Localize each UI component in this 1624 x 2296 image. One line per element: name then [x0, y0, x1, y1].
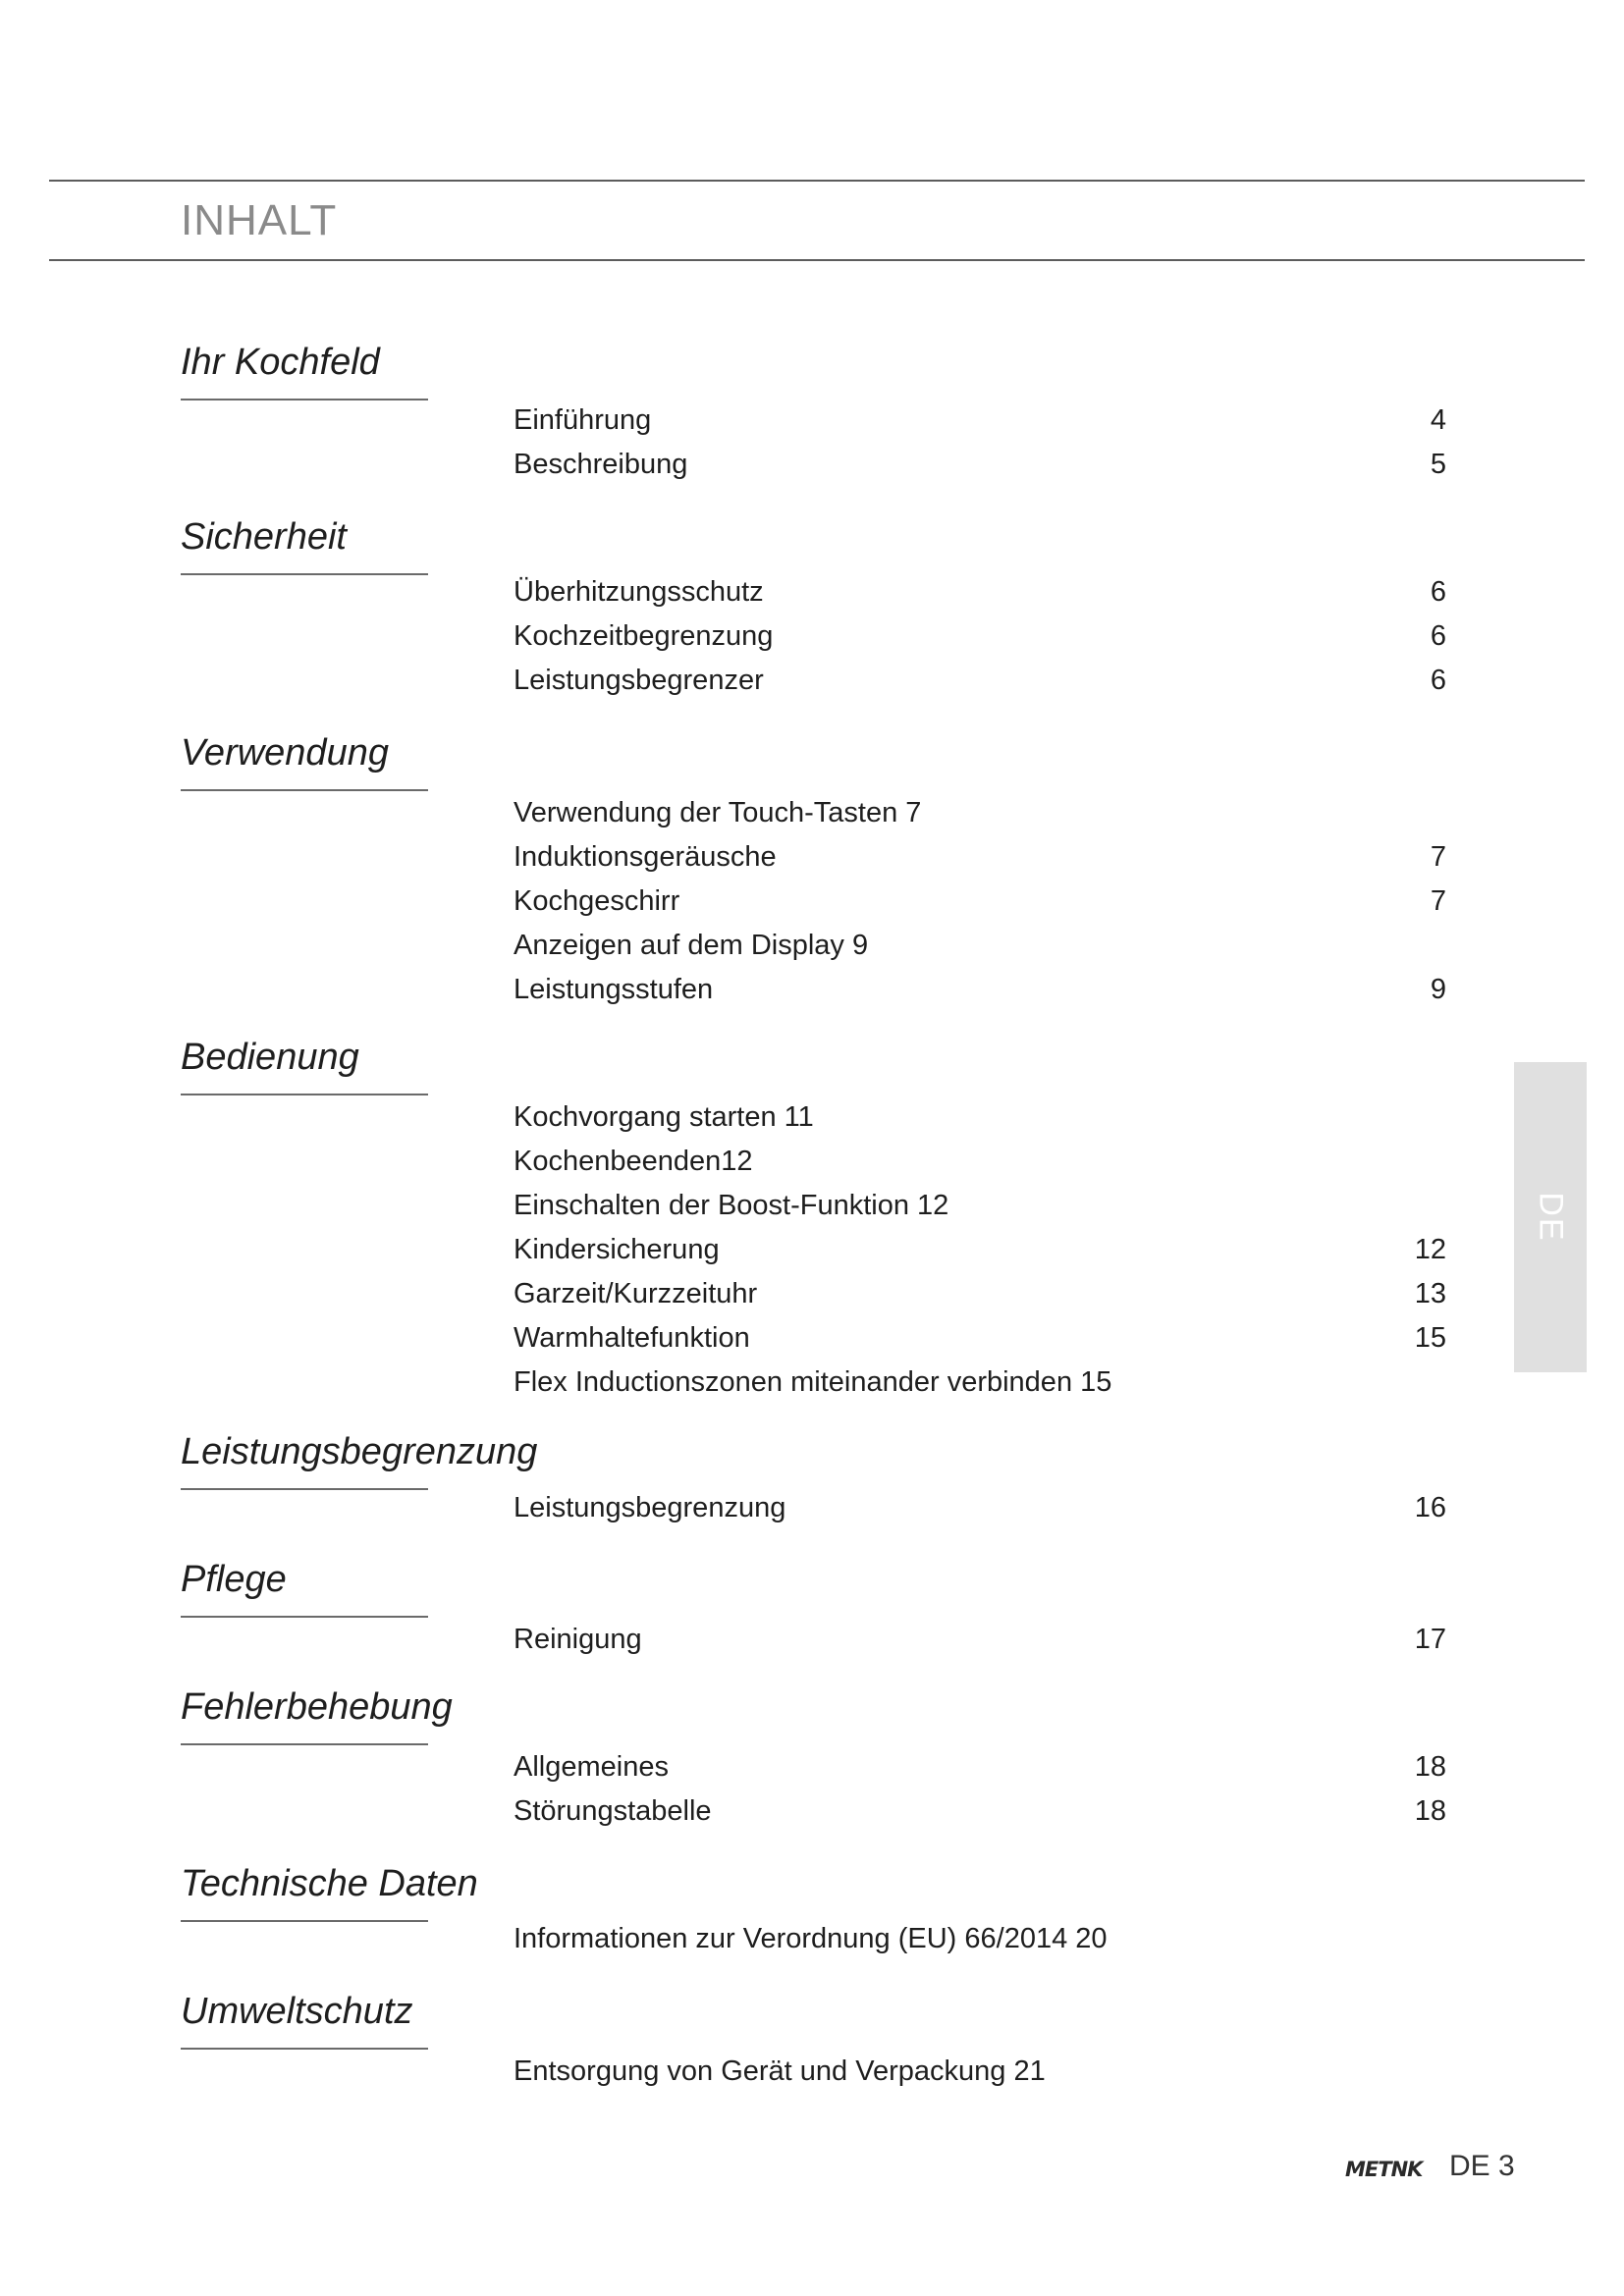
- toc-entry-page: 7: [1430, 885, 1446, 917]
- toc-entry-page: 6: [1430, 665, 1446, 696]
- toc-entry[interactable]: [514, 1791, 1446, 1831]
- brand-logo: METNK: [1345, 2158, 1423, 2181]
- toc-entry-label: Verwendung der Touch-Tasten 7: [514, 797, 922, 828]
- toc-entry-page: 18: [1414, 1795, 1446, 1827]
- toc-entry[interactable]: [514, 1620, 1446, 1659]
- toc-entry[interactable]: [514, 970, 1446, 1009]
- toc-section-heading: Umweltschutz: [181, 1991, 436, 2033]
- section-underline: [181, 1094, 428, 1095]
- toc-entry[interactable]: [514, 400, 1446, 440]
- toc-entry-label: Reinigung: [514, 1624, 642, 1655]
- toc-entry[interactable]: [514, 1747, 1446, 1787]
- header-rule-top: [49, 180, 1585, 182]
- toc-entry-page: 7: [1430, 841, 1446, 873]
- toc-entry[interactable]: [514, 1919, 1446, 1958]
- toc-entry[interactable]: [514, 2052, 1446, 2091]
- toc-entry-page: 6: [1430, 576, 1446, 608]
- toc-section-heading: Technische Daten: [181, 1863, 436, 1905]
- section-underline: [181, 2048, 428, 2050]
- toc-entry[interactable]: [514, 926, 1446, 965]
- toc-entry-label: Induktionsgeräusche: [514, 841, 777, 873]
- page-title: INHALT: [181, 196, 338, 244]
- page-number: DE 3: [1449, 2150, 1515, 2182]
- toc-entry-label: Kochenbeenden12: [514, 1146, 753, 1177]
- toc-entry-label: Garzeit/Kurzzeituhr: [514, 1278, 758, 1309]
- section-underline: [181, 1743, 428, 1745]
- page-footer: [1335, 2150, 1591, 2189]
- toc-entry[interactable]: [514, 661, 1446, 700]
- section-underline: [181, 1920, 428, 1922]
- toc-entry-label: Leistungsbegrenzung: [514, 1492, 786, 1523]
- toc-entry-label: Anzeigen auf dem Display 9: [514, 930, 869, 961]
- toc-section-heading: Bedienung: [181, 1037, 436, 1079]
- toc-entry[interactable]: [514, 445, 1446, 484]
- toc-entry-page: 4: [1430, 404, 1446, 436]
- toc-entry-label: Flex Inductionszonen miteinander verbinden 15: [514, 1366, 1112, 1398]
- section-underline: [181, 399, 428, 400]
- toc-entry[interactable]: [514, 1274, 1446, 1313]
- toc-entry-label: Kindersicherung: [514, 1234, 720, 1265]
- toc-entry-label: Allgemeines: [514, 1751, 669, 1783]
- toc-entry-page: 13: [1414, 1278, 1446, 1309]
- toc-entry[interactable]: [514, 1142, 1446, 1181]
- language-tab[interactable]: [1514, 1062, 1587, 1372]
- toc-entry[interactable]: [514, 572, 1446, 612]
- toc-section-heading: Verwendung: [181, 732, 436, 774]
- toc-entry[interactable]: [514, 1488, 1446, 1527]
- toc-entry-label: Kochvorgang starten 11: [514, 1101, 814, 1133]
- toc-entry[interactable]: [514, 1230, 1446, 1269]
- toc-section-heading: Ihr Kochfeld: [181, 342, 436, 384]
- toc-entry-label: Einführung: [514, 404, 652, 436]
- toc-entry-label: Entsorgung von Gerät und Verpackung 21: [514, 2056, 1046, 2087]
- toc-section-heading: Leistungsbegrenzung: [181, 1431, 436, 1473]
- toc-entry[interactable]: [514, 616, 1446, 656]
- toc-entry[interactable]: [514, 1097, 1446, 1137]
- toc-entry-label: Störungstabelle: [514, 1795, 712, 1827]
- toc-entry-label: Leistungsstufen: [514, 974, 714, 1005]
- toc-entry[interactable]: [514, 1186, 1446, 1225]
- toc-entry-page: 6: [1430, 620, 1446, 652]
- toc-entry-page: 5: [1430, 449, 1446, 480]
- toc-entry-page: 18: [1414, 1751, 1446, 1783]
- toc-entry[interactable]: [514, 881, 1446, 921]
- toc-entry-label: Warmhaltefunktion: [514, 1322, 750, 1354]
- section-underline: [181, 1488, 428, 1490]
- section-underline: [181, 1616, 428, 1618]
- toc-entry[interactable]: [514, 793, 1446, 832]
- section-underline: [181, 789, 428, 791]
- toc-entry-label: Beschreibung: [514, 449, 688, 480]
- toc-entry-page: 17: [1414, 1624, 1446, 1655]
- header-rule-bottom: [49, 259, 1585, 261]
- toc-entry-label: Überhitzungsschutz: [514, 576, 764, 608]
- toc-entry[interactable]: [514, 1318, 1446, 1358]
- toc-entry-page: 15: [1414, 1322, 1446, 1354]
- toc-entry-label: Leistungsbegrenzer: [514, 665, 764, 696]
- toc-entry-page: 9: [1430, 974, 1446, 1005]
- toc-entry-label: Kochzeitbegrenzung: [514, 620, 774, 652]
- toc-entry[interactable]: [514, 1362, 1446, 1402]
- section-underline: [181, 573, 428, 575]
- toc-entry-label: Einschalten der Boost-Funktion 12: [514, 1190, 949, 1221]
- toc-entry-label: Kochgeschirr: [514, 885, 680, 917]
- toc-section-heading: Fehlerbehebung: [181, 1686, 436, 1729]
- toc-section-heading: Sicherheit: [181, 516, 436, 559]
- toc-section-heading: Pflege: [181, 1559, 436, 1601]
- toc-entry-page: 16: [1414, 1492, 1446, 1523]
- toc-entry-label: Informationen zur Verordnung (EU) 66/2014 20: [514, 1923, 1108, 1954]
- toc-entry-page: 12: [1414, 1234, 1446, 1265]
- toc-entry[interactable]: [514, 837, 1446, 877]
- language-tab-label: DE: [1532, 1192, 1570, 1243]
